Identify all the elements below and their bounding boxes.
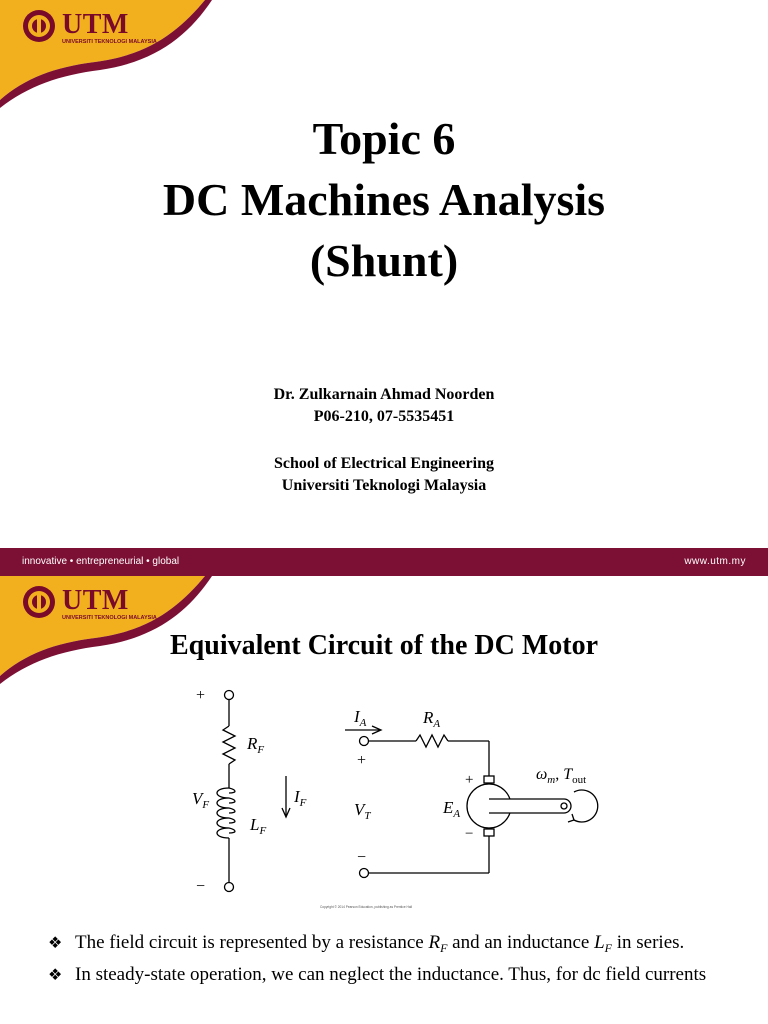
bullet-text: and an inductance bbox=[452, 932, 590, 953]
bullet-item bbox=[48, 930, 724, 957]
author-block bbox=[0, 384, 768, 497]
if-sub: F bbox=[299, 797, 307, 809]
logo-subtitle: UNIVERSITI TEKNOLOGI MALAYSIA bbox=[62, 39, 157, 45]
ra-label bbox=[422, 708, 440, 730]
copyright-note: Copyright © 2014 Pearson Education, publishing as Prentice Hall bbox=[320, 905, 413, 909]
comma: , bbox=[555, 766, 560, 783]
title-line: (Shunt) bbox=[309, 235, 459, 286]
lf-label bbox=[249, 815, 266, 837]
ea-sub: A bbox=[453, 808, 461, 820]
vt-sub: T bbox=[364, 810, 371, 822]
utm-logo bbox=[22, 584, 157, 628]
diamond-bullet-icon: ❖ bbox=[48, 933, 63, 952]
if-label bbox=[293, 787, 307, 809]
rf-symbol-main: R bbox=[428, 932, 441, 953]
bullet-text: In steady-state operation, we can neglect the inductance. Thus, for dc field currents bbox=[75, 964, 707, 985]
ra-main: R bbox=[423, 708, 434, 727]
title-line: DC Machines Analysis bbox=[162, 174, 606, 225]
lf-sub: F bbox=[259, 825, 267, 837]
vf-main: V bbox=[192, 789, 203, 808]
footer-bar bbox=[0, 548, 768, 576]
ea-plus-label: + bbox=[465, 772, 474, 788]
ia-sub: A bbox=[359, 717, 367, 729]
footer-url: www.utm.my bbox=[684, 556, 746, 567]
vf-label bbox=[192, 789, 209, 811]
rf-label bbox=[246, 734, 264, 756]
bullet-list bbox=[48, 930, 724, 992]
ea-minus-label: − bbox=[465, 826, 474, 842]
slide-title bbox=[0, 108, 768, 291]
field-minus-label: − bbox=[196, 878, 206, 895]
field-circuit bbox=[217, 691, 290, 892]
omega-sub: m bbox=[547, 774, 556, 786]
bullet-item bbox=[48, 962, 724, 987]
omega-main: ω bbox=[536, 766, 548, 783]
logo-name: UTM bbox=[62, 9, 129, 40]
vt-main: V bbox=[354, 800, 365, 819]
ea-label bbox=[442, 798, 460, 820]
rf-symbol-sub: F bbox=[440, 941, 448, 955]
logo-name: UTM bbox=[62, 585, 129, 616]
armature-circuit bbox=[345, 726, 598, 878]
author-name: Dr. Zulkarnain Ahmad Noorden bbox=[273, 386, 495, 403]
logo-subtitle: UNIVERSITI TEKNOLOGI MALAYSIA bbox=[62, 615, 157, 621]
vf-sub: F bbox=[202, 799, 210, 811]
rf-symbol bbox=[428, 932, 447, 953]
title-line: Topic 6 bbox=[312, 113, 456, 164]
school-name: School of Electrical Engineering bbox=[274, 455, 494, 472]
ia-main: I bbox=[354, 707, 360, 726]
dc-motor-equivalent-circuit bbox=[180, 676, 600, 916]
ia-label bbox=[353, 707, 367, 729]
lf-symbol-main: L bbox=[594, 932, 605, 953]
vt-label bbox=[354, 800, 371, 822]
tout-main: T bbox=[563, 766, 573, 783]
field-plus-label: + bbox=[196, 687, 206, 704]
lf-symbol bbox=[594, 932, 612, 953]
armature-plus-label: + bbox=[357, 752, 367, 769]
utm-crest-icon bbox=[22, 585, 56, 619]
content-slide bbox=[0, 576, 768, 1024]
utm-crest-icon bbox=[22, 9, 56, 43]
armature-minus-label: − bbox=[357, 849, 367, 866]
speed-torque-label bbox=[536, 766, 586, 786]
diamond-bullet-icon: ❖ bbox=[48, 965, 63, 984]
bullet-text: The field circuit is represented by a resistance bbox=[75, 932, 424, 953]
ra-sub: A bbox=[433, 718, 441, 730]
lf-symbol-sub: F bbox=[604, 941, 612, 955]
ea-main: E bbox=[443, 798, 454, 817]
lf-main: L bbox=[250, 815, 260, 834]
slide-title: Equivalent Circuit of the DC Motor bbox=[170, 630, 598, 661]
utm-logo bbox=[22, 8, 157, 52]
rf-sub: F bbox=[257, 744, 265, 756]
rf-main: R bbox=[247, 734, 258, 753]
footer-tagline: innovative • entrepreneurial • global bbox=[22, 556, 180, 567]
tout-sub: out bbox=[572, 774, 587, 786]
bullet-text: in series. bbox=[616, 932, 685, 953]
author-contact: P06-210, 07-5535451 bbox=[313, 408, 455, 425]
if-main: I bbox=[294, 787, 300, 806]
university-name: Universiti Teknologi Malaysia bbox=[281, 477, 487, 494]
